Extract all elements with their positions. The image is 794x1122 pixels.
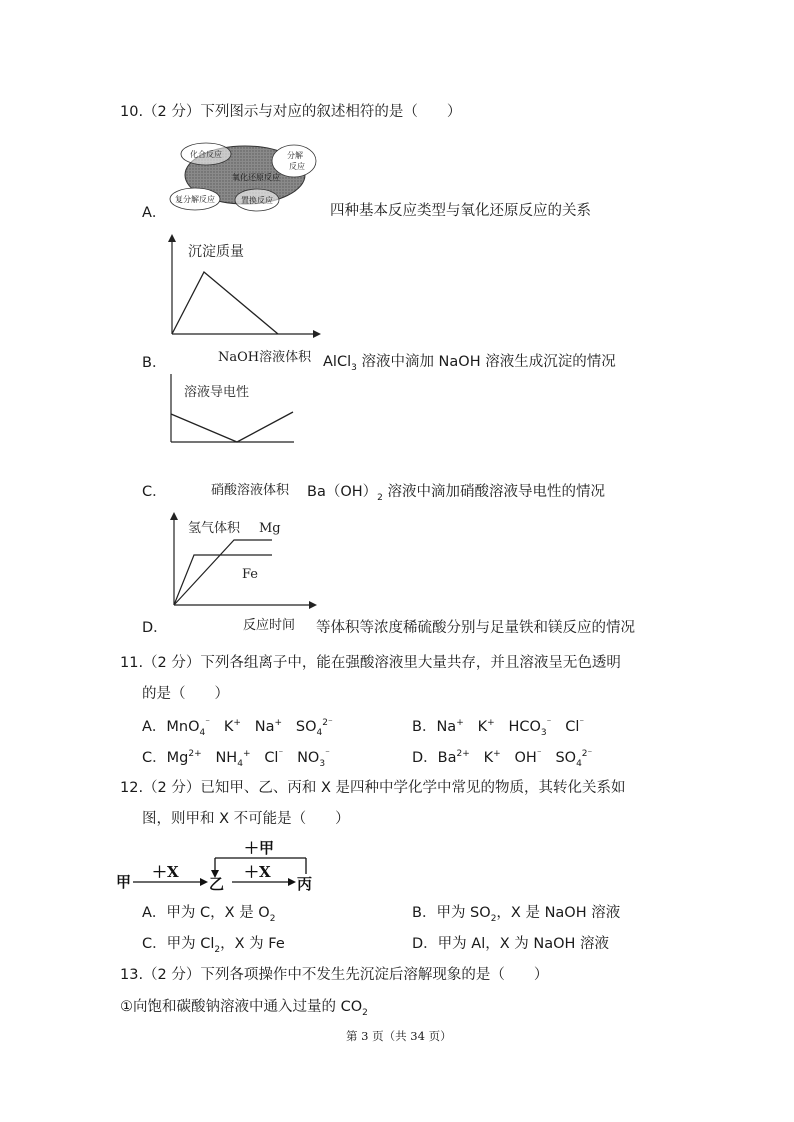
q10-b-desc-post: 溶液中滴加 NaOH 溶液生成沉淀的情况: [356, 354, 616, 370]
q11-a-ion2: K+: [223, 718, 241, 735]
q11-b-ion3: $HCO_3^{^-}$: [508, 718, 552, 738]
q10-c-chart: [162, 372, 302, 472]
q11-b-letter: B．: [412, 719, 437, 735]
venn-decomposition-label-2: 反应: [289, 162, 305, 171]
q10-c-desc-post: 溶液中滴加硝酸溶液导电性的情况: [382, 484, 605, 500]
q12-stem-line1: 12.（2 分）已知甲、乙、丙和 X 是四种中学化学中常见的物质，其转化关系如: [120, 780, 626, 796]
venn-displacement-label: 置换反应: [241, 196, 273, 205]
page-footer: 第 3 页（共 34 页）: [346, 1029, 452, 1043]
q11-option-b: [412, 717, 584, 737]
q10-c-desc: [307, 482, 605, 502]
q10-d-xlabel: 反应时间: [243, 618, 296, 633]
q13-item-1: ①向饱和碳酸钠溶液中通入过量的 $CO_2$: [120, 999, 368, 1018]
q10-d-letter: D．: [142, 620, 168, 636]
venn-double-decomposition-label: 复分解反应: [175, 195, 215, 204]
q12-option-a: A．甲为 C，X 是 $O_2$: [142, 905, 276, 924]
q10-b-letter: B．: [142, 355, 167, 371]
q11-c-ion2: $NH_4^+$: [215, 749, 251, 769]
q10-d-desc: 等体积等浓度稀硫酸分别与足量铁和镁反应的情况: [316, 620, 635, 636]
q11-d-ion1: $Ba^{2+}$: [437, 749, 470, 766]
venn-combination-label: 化合反应: [190, 150, 222, 159]
q12-yi: 乙: [209, 875, 225, 893]
q11-d-letter: D．: [412, 750, 438, 766]
venn-decomposition-label-1: 分解: [287, 151, 303, 160]
q11-b-ion4: Cl⁻: [565, 718, 585, 735]
q11-stem-line1: 11.（2 分）下列各组离子中，能在强酸溶液里大量共存，并且溶液呈无色透明: [120, 655, 621, 671]
q11-c-ion4: $NO_3^{^-}$: [297, 749, 330, 769]
q12-plus-x-1: ＋X: [152, 863, 179, 881]
q10-a-diagram: [168, 141, 328, 229]
venn-redox-label: 氧化还原反应: [232, 173, 280, 182]
q10-b-desc: [323, 352, 616, 372]
q11-c-letter: C．: [142, 750, 167, 766]
c-ylabel: 溶液导电性: [184, 385, 250, 400]
q11-a-ion3: Na+: [254, 718, 283, 735]
d-mg-label: Mg: [259, 521, 281, 536]
q11-a-ion4: $SO_4^{2^-}$: [295, 718, 333, 738]
q11-stem-line2: 的是（ ）: [142, 686, 229, 702]
q12-option-d: D．甲为 Al，X 为 NaOH 溶液: [412, 936, 610, 952]
conductivity-line: [171, 412, 293, 442]
q10-b-desc-pre: AlCl: [323, 354, 352, 370]
q10-a-desc: 四种基本反应类型与氧化还原反应的关系: [330, 203, 591, 219]
q11-d-ion3: OH⁻: [514, 749, 542, 766]
q12-diagram: [114, 836, 334, 894]
q11-c-ion1: $Mg^{2+}$: [166, 749, 202, 766]
d-fe-label: Fe: [242, 567, 259, 582]
q13-stem: 13.（2 分）下列各项操作中不发生先沉淀后溶解现象的是（ ）: [120, 967, 549, 983]
q10-c-xlabel: 硝酸溶液体积: [211, 483, 290, 498]
q12-plus-jia: ＋甲: [244, 839, 275, 857]
q11-option-d: [412, 748, 592, 768]
q10-b-chart: [158, 234, 323, 346]
q12-option-c: C．甲为 $Cl_2$，X 为 Fe: [142, 936, 285, 955]
q10-d-chart: [166, 510, 321, 616]
q11-option-a: [142, 717, 333, 737]
q12-option-b: B．甲为 $SO_2$，X 是 NaOH 溶液: [412, 905, 621, 924]
q11-b-ion1: Na+: [436, 718, 464, 735]
q11-d-ion4: $SO_4^{2^-}$: [555, 749, 593, 769]
q10-b-desc-sub: 3: [351, 362, 357, 373]
b-ylabel: 沉淀质量: [188, 244, 244, 260]
q10-a-letter: A．: [142, 205, 167, 221]
q10-c-desc-pre: Ba（OH）: [307, 484, 378, 500]
precipitate-line: [172, 272, 278, 334]
q11-a-letter: A．: [142, 719, 167, 735]
q11-c-ion3: Cl⁻: [264, 749, 284, 766]
q10-c-letter: C．: [142, 484, 167, 500]
q11-d-ion2: K+: [483, 749, 501, 766]
q11-b-ion2: K+: [477, 718, 495, 735]
q10-c-desc-sub: 2: [377, 492, 383, 503]
q11-a-ion1: MnO$_4$⁻: [166, 718, 211, 738]
q12-bing: 丙: [297, 875, 313, 893]
q12-stem-line2: 图，则甲和 X 不可能是（ ）: [142, 811, 350, 827]
q12-jia: 甲: [116, 873, 132, 891]
d-ylabel: 氢气体积: [188, 521, 241, 536]
q10-b-xlabel: NaOH溶液体积: [218, 350, 312, 365]
q11-option-c: [142, 748, 330, 768]
q10-stem: 10.（2 分）下列图示与对应的叙述相符的是（ ）: [120, 104, 462, 120]
q12-plus-x-2: ＋X: [244, 863, 271, 881]
